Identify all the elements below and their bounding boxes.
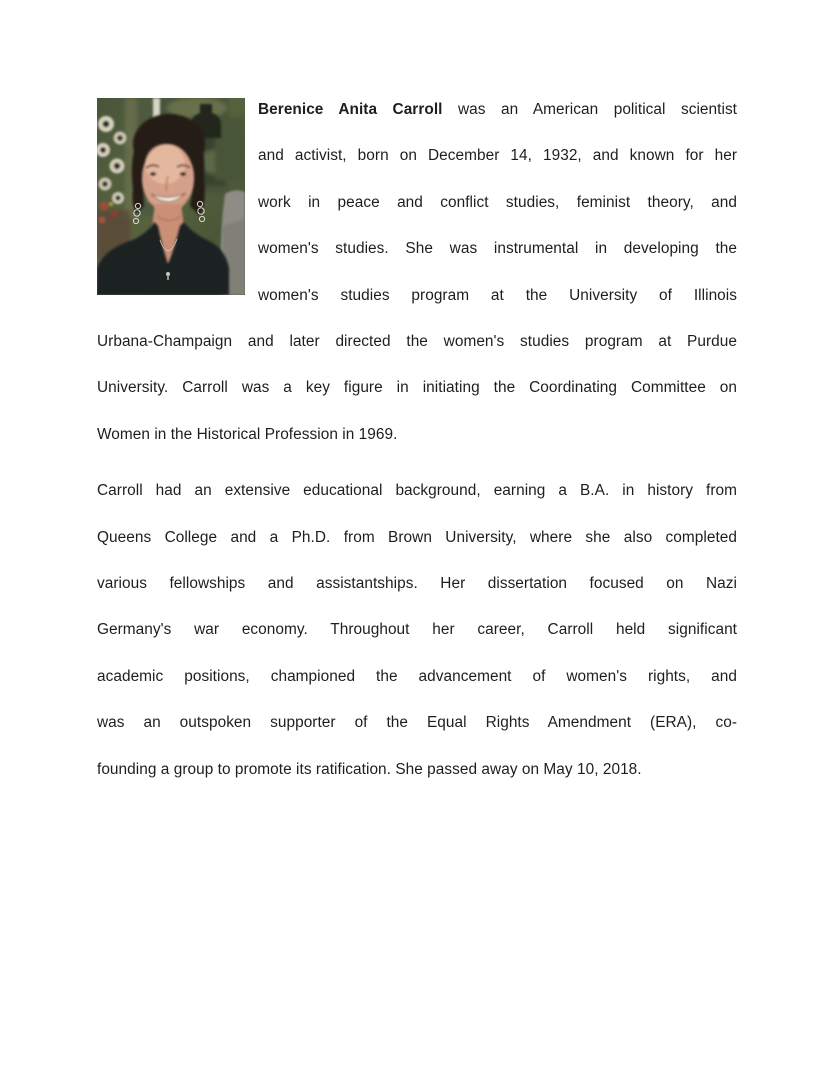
text-line: academic positions, championed the advancement of women's rights, and [97, 667, 737, 685]
text-line: founding a group to promote its ratification. She passed away on May 10, 2018. [97, 760, 642, 778]
text-line: women's studies program at the University of Illinois [258, 286, 737, 304]
portrait-photo [97, 98, 245, 295]
text-line: University. Carroll was a key figure in initiating the Coordinating Committee on [97, 379, 737, 397]
text-span: was an American political scientist [457, 101, 738, 118]
portrait-photo-image [97, 98, 245, 295]
text-line: Germany's war economy. Throughout her career, Carroll held significant [97, 621, 737, 639]
paragraph-2 [97, 468, 737, 793]
subject-name: Berenice Anita Carroll [258, 101, 443, 118]
article-body [97, 87, 737, 793]
text-line: Women in the Historical Profession in 1969. [97, 425, 398, 443]
text-line: Urbana-Champaign and later directed the women's studies program at Purdue [97, 333, 737, 351]
text-line: was an outspoken supporter of the Equal Rights Amendment (ERA), co- [97, 714, 737, 732]
text-line: Queens College and a Ph.D. from Brown University, where she also completed [97, 528, 737, 546]
text-line: Carroll had an extensive educational background, earning a B.A. in history from [97, 482, 737, 500]
text-line: work in peace and conflict studies, feminist theory, and [258, 193, 737, 211]
text-line: various fellowships and assistantships. Her dissertation focused on Nazi [97, 575, 737, 593]
text-line: and activist, born on December 14, 1932, and known for her [258, 147, 737, 165]
text-line: women's studies. She was instrumental in developing the [258, 240, 737, 258]
